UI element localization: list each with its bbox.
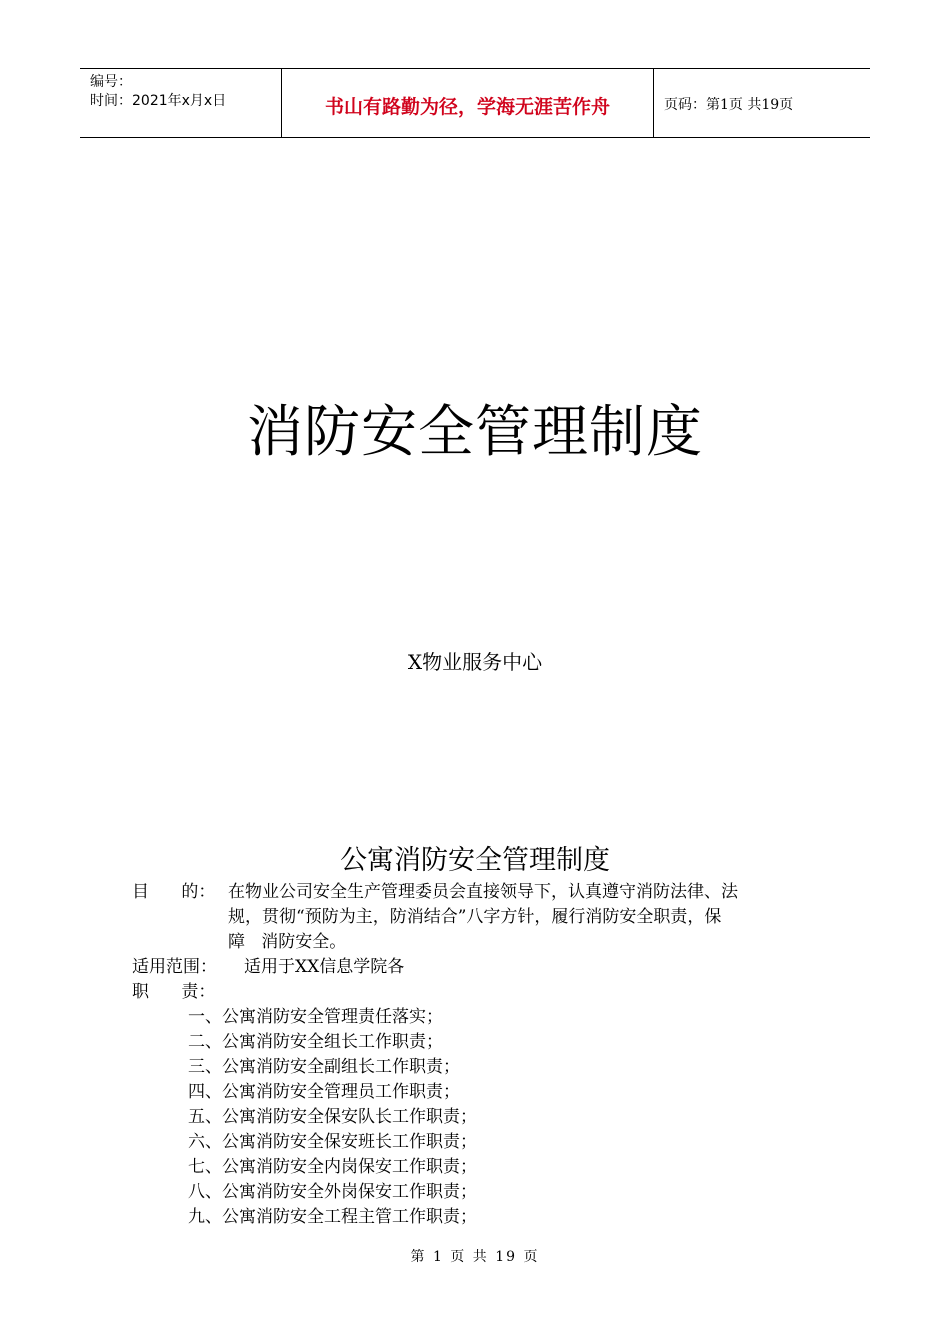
list-item: 六、公寓消防安全保安班长工作职责； — [188, 1132, 477, 1152]
organization-name: X物业服务中心 — [407, 650, 543, 674]
purpose-row — [132, 880, 832, 905]
purpose-line-2: 规，贯彻“预防为主，防消结合”八字方针，履行消防安全职责，保 — [228, 907, 722, 927]
list-item: 五、公寓消防安全保安队长工作职责； — [188, 1107, 477, 1127]
header-page-info: 页码：第1页 共19页 — [664, 97, 794, 113]
page-header — [80, 68, 870, 138]
list-item: 四、公寓消防安全管理员工作职责； — [188, 1082, 460, 1102]
scope-row — [132, 955, 832, 980]
list-item: 一、公寓消防安全管理责任落实； — [188, 1007, 443, 1027]
scope-text: 适用于XX信息学院各 — [244, 957, 405, 977]
doc-time-label: 时间：2021年x月x日 — [90, 93, 227, 109]
header-motto: 书山有路勤为径，学海无涯苦作舟 — [281, 69, 654, 137]
purpose-line-1: 在物业公司安全生产管理委员会直接领导下，认真遵守消防法律、法 — [228, 882, 738, 902]
list-item: 八、公寓消防安全外岗保安工作职责； — [188, 1182, 477, 1202]
doc-number-label: 编号： — [90, 74, 132, 90]
list-item: 三、公寓消防安全副组长工作职责； — [188, 1057, 460, 1077]
duties-list — [132, 1005, 832, 1230]
duties-label: 职 责： — [132, 982, 216, 1002]
list-item: 二、公寓消防安全组长工作职责； — [188, 1032, 443, 1052]
list-item: 九、公寓消防安全工程主管工作职责； — [188, 1207, 477, 1227]
document-body — [132, 880, 832, 1230]
purpose-line-3: 障 消防安全。 — [228, 932, 347, 952]
list-item: 七、公寓消防安全内岗保安工作职责； — [188, 1157, 477, 1177]
header-left-cell — [80, 69, 281, 137]
section-title: 公寓消防安全管理制度 — [340, 845, 610, 876]
page-footer: 第 1 页 共 19 页 — [410, 1249, 540, 1265]
purpose-label: 目 的： — [132, 882, 216, 902]
scope-label: 适用范围： — [132, 957, 217, 977]
document-title: 消防安全管理制度 — [247, 400, 703, 465]
